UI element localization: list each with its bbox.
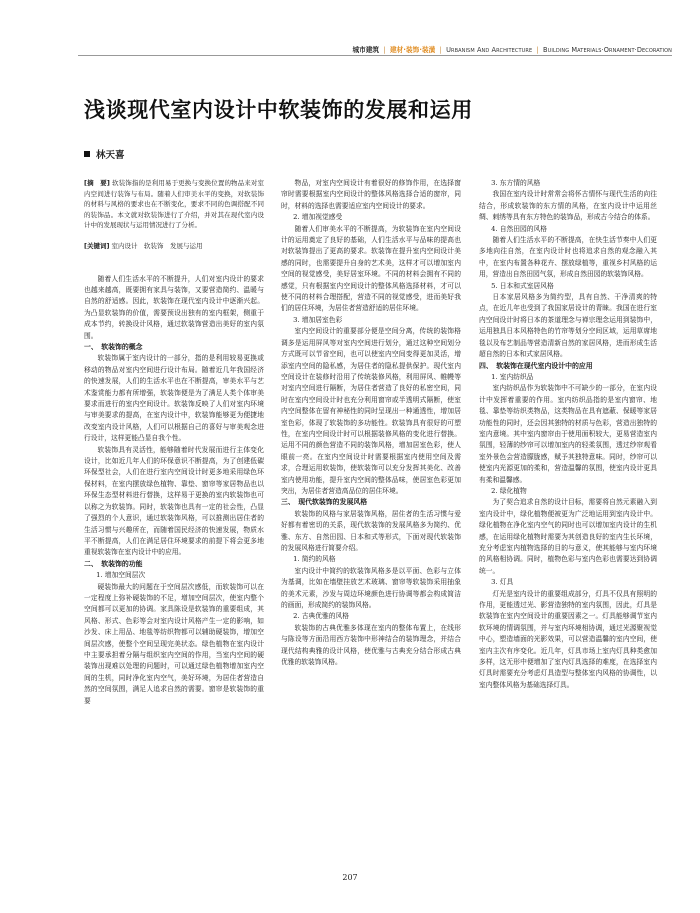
section-heading: 二、 软装饰的功能 [84,559,143,568]
subsection-heading: 4. 自然田园的风格 [491,224,547,233]
subsection-heading: 1. 简约的风格 [293,555,336,564]
header-english-2: Building Materials·Ornament·Decoration [543,46,672,54]
column-1 [84,178,264,707]
subsection-heading: 5. 日本和式室居风格 [491,281,554,290]
article-title: 浅谈现代室内设计中软装饰的发展和运用 [84,98,473,122]
abstract-text: 软装饰指的是利用易于更换与变换位置的物品来对室内空间进行装饰与布局。随着人们审美水平的变换，对软装饰的材料与风格的要求也在不断变化，要求不同的色调搭配不同的装饰品。本文就对软装饰进行了介绍，并对其在现代室内设计中的发展现状与运用情况进行了分析。 [84,179,264,230]
paragraph: 软装饰的风格与家居装饰风格，居住者的生活习惯与爱好都有着密切的关系，现代软装饰的发展风格多为简约、优雅、东方、自然田园、日本和式等形式，下面对现代软装饰的发展风格进行简要介绍。 [281,509,461,552]
keywords-text: 室内设计 软装饰 发展与运用 [111,241,203,250]
header-separator: | [383,46,386,54]
keywords-label: [关键词] [84,241,110,250]
author-line [84,147,125,161]
paragraph: 软装饰属于室内设计的一部分，指的是利用较易更换或移动的物品对室内空间进行设计布局。随着近几年我国经济的快速发展，人们的生活水平也在不断提高，审美水平与艺术鉴赏能力都有所增强，软装饰便是为了满足人类个体审美要求而进行的室内空间设计。软装饰反映了人们对室内环境与审美要求的提高，在室内设计中，软装饰能够更为便捷地改变室内设计风格，人们可以根据自己的喜好与审美观念进行设计，这样更能凸显自我个性。 [84,354,264,443]
subsection-heading: 2. 古典优雅的风格 [293,612,349,621]
running-header [200,44,672,54]
section-heading: 四、 软装饰在现代室内设计中的应用 [479,361,593,370]
header-journal: 城市建筑 [352,46,380,54]
paragraph: 硬装饰最大的问题在于空间层次感低，而软装饰可以在一定程度上弥补硬装饰的不足，增加空间层次，使室内整个空间都可以更加的协调。家具陈设是软装饰的重要组成，其风格、形式、色彩等会对室内设计风格产生一定的影响，如沙发、床上用品、地毯等纺织物都可以辅助硬装饰，增加空间层次感，使整个空间呈现完美状态。绿色植物在室内设计中主要承担着分隔与组织室内空间的作用，当室内空间的硬装饰出现难以处理的问题时，可以通过绿色植物增加室内空间的生机，同时净化室内空气，美好环境，为居住者营造自然的空间氛围，满足人追求自然的需要。窗帘是软装饰的重要 [84,582,264,705]
paragraph: 我国在室内设计时常常会将怀古情怀与现代生活的向往结合，形成软装饰的东方情的风格，在室内设计中运用丝绸、刺绣等具有东方特色的装饰品，形成古今结合的体系。 [479,190,657,222]
abstract [84,178,264,231]
paragraph: 灯光是室内设计的重要组成部分，灯具不仅具有照明的作用，更能透过光、影营造独特的室内氛围，因此，灯具是软装饰在室内空间设计的重要因素之一。灯具能够调节室内软环境的情调氛围，并与室内环境相协调，通过光源聚视觉中心，塑造墙面的光影效果，可以营造温馨的室内空间，使室内主次有序变化。近几年，灯具市场上室内灯具种类愈加多样，这无形中便增加了室内灯具选择的难度，在选择室内灯具时需要充分考虑灯具造型与整体室内风格的协调性，以室内整体风格为基础选择灯具。 [479,589,657,689]
header-english-1: Urbanism And Architecture [446,46,533,54]
header-separator: | [439,46,442,54]
subsection-heading: 1. 室内纺织品 [491,372,534,381]
subsection-heading: 2. 绿化植物 [491,486,527,495]
paragraph: 软装饰具有灵活性，能够随着时代发展而进行主体变化设计，比如近几年人们的环保意识不断提高，为了创建低碳环保型社会，人们在进行室内空间设计时更多地采用绿色环保材料，在室内摆放绿色植物、靠垫、窗帘等家居物品也以环保生态型材料进行替换，这样易于更换的室内软装饰也可以称之为软装饰。同时，软装饰也具有一定的社会性，凸显了强烈的个人意识，通过软装饰风格，可以推测出居住者的生活习惯与兴趣所在，而随着国民经济的快速发展，物质水平不断提高，人们在满足居住环境要求的前提下将会更多地重视软装饰在室内设计中的应用。 [84,445,264,557]
column-2 [281,178,461,668]
header-rule [78,55,672,56]
header-category: 建材·装饰·装潢 [389,46,436,54]
column-3 [479,178,657,691]
paragraph: 随着人们生活水平的不断提升，人们对室内设计的要求也越来越高，既要拥有家具与装饰，又要营造简约、温暖与自然的舒适感。因此，软装饰在现代室内设计中逐渐兴起。为凸显软装饰的价值，需要预设出独有的室内框架，侧重于成本节约，转换设计风格，通过软装饰营造出美好的室内氛围。 [84,274,264,340]
keywords [84,241,264,252]
subsection-heading: 1. 增加空间层次 [96,571,146,580]
paragraph: 物品，对室内空间设计有着很好的修饰作用，在选择窗帘时需要根据室内空间设计的整体风格选择合适的窗帘，同时，材料的选择也需要适应室内空间设计的要求。 [281,179,461,210]
paragraph: 随着人们审美水平的不断提高，为软装饰在室内空间设计的运用奠定了良好的基础，人们生活水平与品味的提高也对软装饰提出了更高的要求。软装饰在提升室内空间设计美感的同时，也需要提升自身的艺术美，这样才可以增加室内空间的视觉感受，美好居室环境。不同的材料会拥有不同的感觉，只有根据室内空间设计的整体风格选择材料，才可以使不同的材料合理搭配，营造不同的视觉感受，进而美好我们的居住环境，为居住者营造舒适的居住环境。 [281,224,461,313]
paragraph: 室内空间设计的重要部分便是空间分离，传统的装饰格调多是运用屏风等对室内空间进行划分，通过这种空间划分方式既可以节省空间，也可以使室内空间变得更加灵活，增添室内空间的隐私感，为居住者的隐私提供保护。现代室内空间设计在装修时沿用了传统装修风格，利用屏风、帷幔等对室内空间进行隔断，为居住者营造了良好的私密空间，同时在室内空间设计时也充分利用窗帘或半透明式隔断，使室内空间整体在留有神秘性的同时呈现出一种通透性，增加居室色彩，体现了软装饰的多功能性。软装饰具有很好的可塑性，在室内空间设计时可以根据装修风格的变化进行替换。运用不同的颜色营造不同的装饰风格，增加居室色彩，使人眼前一亮。在室内空间设计时需要根据室内使用空间及需求，合理运用软装饰，使软装饰可以充分发挥其美化、改善室内使用功能，提升室内空间的整体品味，使居室色彩更加突出，为居住者营造高品位的居住环境。 [281,327,461,495]
square-bullet-icon [84,151,90,157]
section-heading: 一、 软装饰的概念 [84,343,143,351]
author-name: 林天喜 [96,150,125,161]
paragraph: 软装饰的古典优雅多体现在室内的整体布置上，在线形与陈设等方面沿用西方装饰中形神结合的装饰理念，并结合现代结构典雅的设计风格，使优雅与古典充分结合形成古典优雅的软装饰风格。 [281,623,461,667]
paragraph: 随着人们生活水平的不断提高，在快生活节奏中人们更多地向往自然，在室内设计时也将追求自然的观念融入其中，在室内布置各种花卉、摆放绿植等，重视乡村风格的运用，营造出自然田园气氛，形成自然田园的软装饰风格。 [479,236,657,279]
paragraph: 为了契合追求自然的设计目标，需要将自然元素融入到室内设计中，绿化植物便被更为广泛地运用到室内设计中。绿化植物在净化室内空气的同时也可以增加室内设计的生机感，在运用绿化植物时需要为其创造良好的室内生长环境，充分考虑室内植物选择的目的与意义，使其能够与室内环境的风格相协调。同时，植物色彩与室内色彩也需要达到协调统一。 [479,498,657,575]
abstract-label: [摘 要] [84,179,110,187]
paragraph: 室内设计中简约的软装饰风格多是以平面、色彩与立体为基调，比如在墙壁挂放艺术玻璃、窗帘等软装饰采用抽象的美术元素，沙发与周边环境颜色进行协调等都会构成简洁的画面，形成简约的装饰风格。 [281,566,461,610]
paragraph: 室内纺织品作为软装饰中不可缺少的一部分，在室内设计中发挥着重要的作用。室内纺织品指的是室内窗帘、地毯、靠垫等纺织类物品，这类物品在具有遮蔽、保暖等家居功能性的同时，还会因其独特的材质与色彩，营造出独特的室内意境。其中室内窗帘由于使用面积较大，更易营造室内氛围，轻薄的纱帘可以增加室内的轻柔氛围，透过纱帘观看室外景色会营造朦胧感，赋予其独特意味。同时，纱帘可以使室内光源更加的柔和，营造温馨的氛围，使室内设计更具有柔和温馨感。 [479,384,657,484]
subsection-heading: 2. 增加视觉感受 [293,213,343,222]
paragraph: 日本家居风格多为简约型，具有自然、干净清爽的特点，在近几年也受到了我国家居设计的青睐。我国在进行室内空间设计时将日本的茶道理念与禅宗理念运用到装饰中，运用独具日本风格特色的竹帘等划分空间区域，运用草席地毯以及布艺制品等营造清新自然的家居风格，进而形成生活超自然的日本和式家居风格。 [479,293,657,359]
header-separator: | [536,46,539,54]
subsection-heading: 3. 灯具 [491,578,514,587]
page-number: 207 [342,873,358,882]
subsection-heading: 3. 增加居室色彩 [293,315,343,324]
subsection-heading: 3. 东方情的风格 [491,179,541,187]
section-heading: 三、 现代软装饰的发展风格 [281,498,368,507]
